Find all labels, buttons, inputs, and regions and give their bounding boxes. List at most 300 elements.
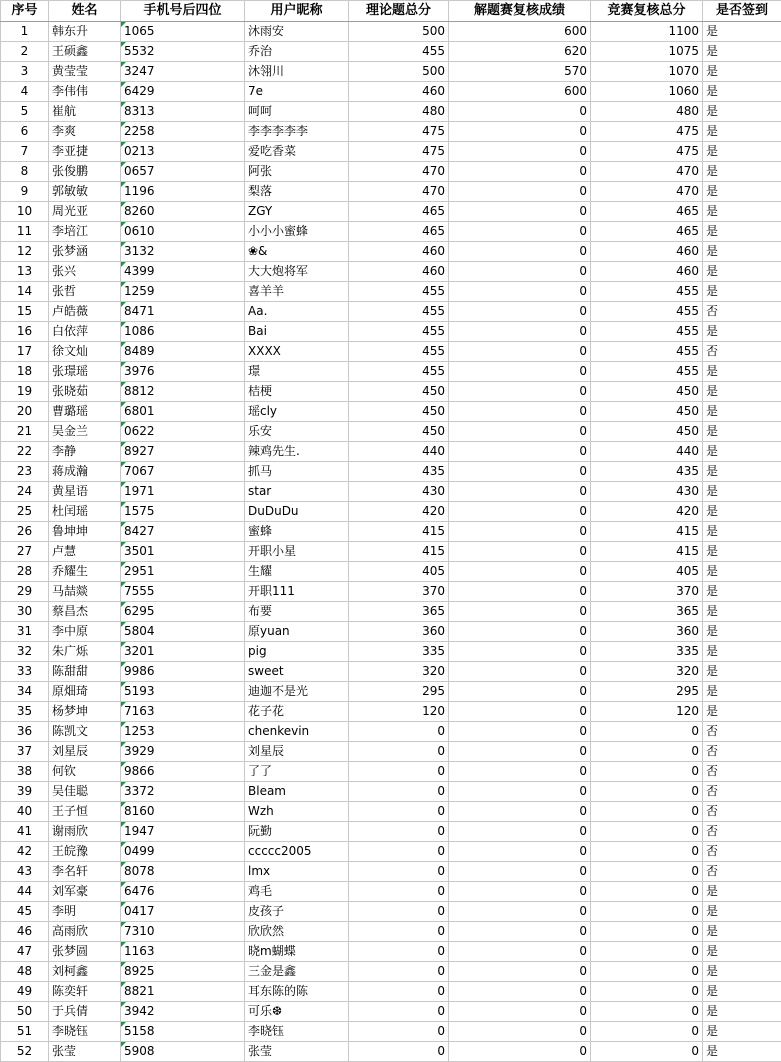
cell-theory-score[interactable]: 0 [349, 962, 449, 982]
cell-index[interactable]: 46 [1, 922, 49, 942]
cell-contest-total[interactable]: 0 [591, 1042, 703, 1062]
cell-theory-score[interactable]: 455 [349, 302, 449, 322]
cell-contest-total[interactable]: 415 [591, 542, 703, 562]
cell-phone-last4[interactable]: 8489 [121, 342, 245, 362]
cell-signed-in[interactable]: 是 [703, 102, 781, 122]
cell-solve-review-score[interactable]: 0 [449, 702, 591, 722]
cell-signed-in[interactable]: 是 [703, 562, 781, 582]
cell-theory-score[interactable]: 295 [349, 682, 449, 702]
cell-signed-in[interactable]: 是 [703, 682, 781, 702]
cell-theory-score[interactable]: 480 [349, 102, 449, 122]
cell-index[interactable]: 7 [1, 142, 49, 162]
cell-signed-in[interactable]: 否 [703, 742, 781, 762]
cell-index[interactable]: 16 [1, 322, 49, 342]
cell-nickname[interactable]: 欣欣然 [245, 922, 349, 942]
cell-nickname[interactable]: 花子花 [245, 702, 349, 722]
cell-contest-total[interactable]: 420 [591, 502, 703, 522]
cell-theory-score[interactable]: 500 [349, 62, 449, 82]
cell-theory-score[interactable]: 460 [349, 262, 449, 282]
cell-contest-total[interactable]: 120 [591, 702, 703, 722]
cell-phone-last4[interactable]: 0657 [121, 162, 245, 182]
cell-theory-score[interactable]: 470 [349, 162, 449, 182]
cell-name[interactable]: 周光亚 [49, 202, 121, 222]
cell-index[interactable]: 48 [1, 962, 49, 982]
header-name[interactable]: 姓名 [49, 1, 121, 22]
cell-signed-in[interactable]: 是 [703, 382, 781, 402]
cell-theory-score[interactable]: 405 [349, 562, 449, 582]
cell-theory-score[interactable]: 0 [349, 862, 449, 882]
cell-name[interactable]: 吴金兰 [49, 422, 121, 442]
cell-name[interactable]: 鲁坤坤 [49, 522, 121, 542]
cell-contest-total[interactable]: 450 [591, 382, 703, 402]
cell-solve-review-score[interactable]: 0 [449, 422, 591, 442]
cell-nickname[interactable]: 呵呵 [245, 102, 349, 122]
cell-name[interactable]: 谢雨欣 [49, 822, 121, 842]
cell-contest-total[interactable]: 0 [591, 902, 703, 922]
cell-phone-last4[interactable]: 1259 [121, 282, 245, 302]
cell-theory-score[interactable]: 0 [349, 902, 449, 922]
cell-phone-last4[interactable]: 5193 [121, 682, 245, 702]
cell-index[interactable]: 9 [1, 182, 49, 202]
cell-theory-score[interactable]: 455 [349, 42, 449, 62]
cell-name[interactable]: 张梦涵 [49, 242, 121, 262]
cell-phone-last4[interactable]: 3942 [121, 1002, 245, 1022]
cell-phone-last4[interactable]: 1971 [121, 482, 245, 502]
header-solve-review-score[interactable]: 解题赛复核成绩 [449, 1, 591, 22]
cell-solve-review-score[interactable]: 0 [449, 242, 591, 262]
cell-signed-in[interactable]: 是 [703, 902, 781, 922]
cell-solve-review-score[interactable]: 0 [449, 1022, 591, 1042]
cell-phone-last4[interactable]: 8078 [121, 862, 245, 882]
cell-nickname[interactable]: 生耀 [245, 562, 349, 582]
cell-solve-review-score[interactable]: 0 [449, 542, 591, 562]
cell-name[interactable]: 杜闰瑶 [49, 502, 121, 522]
cell-contest-total[interactable]: 460 [591, 262, 703, 282]
cell-phone-last4[interactable]: 2258 [121, 122, 245, 142]
cell-theory-score[interactable]: 455 [349, 322, 449, 342]
cell-index[interactable]: 31 [1, 622, 49, 642]
cell-signed-in[interactable]: 是 [703, 422, 781, 442]
cell-theory-score[interactable]: 460 [349, 242, 449, 262]
cell-theory-score[interactable]: 435 [349, 462, 449, 482]
cell-name[interactable]: 马喆燚 [49, 582, 121, 602]
cell-signed-in[interactable]: 是 [703, 282, 781, 302]
cell-name[interactable]: 于兵倩 [49, 1002, 121, 1022]
cell-index[interactable]: 15 [1, 302, 49, 322]
cell-index[interactable]: 11 [1, 222, 49, 242]
cell-theory-score[interactable]: 415 [349, 522, 449, 542]
cell-signed-in[interactable]: 是 [703, 462, 781, 482]
cell-solve-review-score[interactable]: 0 [449, 362, 591, 382]
cell-phone-last4[interactable]: 1065 [121, 22, 245, 42]
cell-phone-last4[interactable]: 7310 [121, 922, 245, 942]
cell-nickname[interactable]: 抓马 [245, 462, 349, 482]
cell-contest-total[interactable]: 465 [591, 202, 703, 222]
cell-solve-review-score[interactable]: 0 [449, 822, 591, 842]
cell-nickname[interactable]: 皮孩子 [245, 902, 349, 922]
cell-index[interactable]: 36 [1, 722, 49, 742]
cell-solve-review-score[interactable]: 0 [449, 182, 591, 202]
cell-contest-total[interactable]: 0 [591, 962, 703, 982]
cell-theory-score[interactable]: 365 [349, 602, 449, 622]
cell-theory-score[interactable]: 475 [349, 142, 449, 162]
cell-nickname[interactable]: 璟 [245, 362, 349, 382]
cell-solve-review-score[interactable]: 0 [449, 1002, 591, 1022]
cell-nickname[interactable]: 三金是鑫 [245, 962, 349, 982]
cell-index[interactable]: 43 [1, 862, 49, 882]
cell-name[interactable]: 刘柯鑫 [49, 962, 121, 982]
cell-phone-last4[interactable]: 5804 [121, 622, 245, 642]
cell-contest-total[interactable]: 0 [591, 1002, 703, 1022]
cell-phone-last4[interactable]: 9986 [121, 662, 245, 682]
cell-index[interactable]: 28 [1, 562, 49, 582]
cell-index[interactable]: 41 [1, 822, 49, 842]
cell-contest-total[interactable]: 415 [591, 522, 703, 542]
cell-signed-in[interactable]: 否 [703, 782, 781, 802]
cell-phone-last4[interactable]: 8821 [121, 982, 245, 1002]
cell-solve-review-score[interactable]: 0 [449, 922, 591, 942]
cell-solve-review-score[interactable]: 0 [449, 162, 591, 182]
cell-contest-total[interactable]: 450 [591, 422, 703, 442]
cell-contest-total[interactable]: 440 [591, 442, 703, 462]
cell-solve-review-score[interactable]: 0 [449, 402, 591, 422]
cell-contest-total[interactable]: 455 [591, 282, 703, 302]
cell-phone-last4[interactable]: 7555 [121, 582, 245, 602]
cell-theory-score[interactable]: 0 [349, 822, 449, 842]
cell-phone-last4[interactable]: 0499 [121, 842, 245, 862]
cell-contest-total[interactable]: 0 [591, 742, 703, 762]
cell-nickname[interactable]: 原yuan [245, 622, 349, 642]
cell-solve-review-score[interactable]: 0 [449, 602, 591, 622]
cell-name[interactable]: 乔耀生 [49, 562, 121, 582]
cell-name[interactable]: 李名轩 [49, 862, 121, 882]
cell-index[interactable]: 32 [1, 642, 49, 662]
cell-theory-score[interactable]: 455 [349, 282, 449, 302]
cell-contest-total[interactable]: 455 [591, 302, 703, 322]
cell-contest-total[interactable]: 0 [591, 922, 703, 942]
cell-contest-total[interactable]: 0 [591, 722, 703, 742]
cell-solve-review-score[interactable]: 0 [449, 262, 591, 282]
cell-solve-review-score[interactable]: 0 [449, 502, 591, 522]
cell-theory-score[interactable]: 460 [349, 82, 449, 102]
cell-theory-score[interactable]: 0 [349, 782, 449, 802]
cell-solve-review-score[interactable]: 600 [449, 22, 591, 42]
cell-contest-total[interactable]: 455 [591, 342, 703, 362]
cell-phone-last4[interactable]: 1163 [121, 942, 245, 962]
cell-solve-review-score[interactable]: 0 [449, 722, 591, 742]
cell-name[interactable]: 刘军豪 [49, 882, 121, 902]
cell-nickname[interactable]: 小小小蜜蜂 [245, 222, 349, 242]
cell-nickname[interactable]: 瑶cly [245, 402, 349, 422]
cell-solve-review-score[interactable]: 0 [449, 102, 591, 122]
cell-signed-in[interactable]: 是 [703, 882, 781, 902]
cell-nickname[interactable]: 迪迦不是光 [245, 682, 349, 702]
cell-index[interactable]: 23 [1, 462, 49, 482]
cell-phone-last4[interactable]: 7163 [121, 702, 245, 722]
cell-contest-total[interactable]: 1100 [591, 22, 703, 42]
cell-signed-in[interactable]: 是 [703, 942, 781, 962]
cell-index[interactable]: 6 [1, 122, 49, 142]
cell-phone-last4[interactable]: 3247 [121, 62, 245, 82]
cell-index[interactable]: 44 [1, 882, 49, 902]
cell-phone-last4[interactable]: 6801 [121, 402, 245, 422]
cell-solve-review-score[interactable]: 0 [449, 642, 591, 662]
cell-nickname[interactable]: Aa. [245, 302, 349, 322]
cell-name[interactable]: 崔航 [49, 102, 121, 122]
cell-signed-in[interactable]: 是 [703, 22, 781, 42]
cell-signed-in[interactable]: 是 [703, 482, 781, 502]
cell-solve-review-score[interactable]: 0 [449, 942, 591, 962]
cell-name[interactable]: 陈甜甜 [49, 662, 121, 682]
cell-theory-score[interactable]: 0 [349, 722, 449, 742]
cell-index[interactable]: 25 [1, 502, 49, 522]
cell-nickname[interactable]: 张莹 [245, 1042, 349, 1062]
cell-name[interactable]: 原畑琦 [49, 682, 121, 702]
cell-nickname[interactable]: 沐翎川 [245, 62, 349, 82]
cell-contest-total[interactable]: 1060 [591, 82, 703, 102]
cell-phone-last4[interactable]: 0622 [121, 422, 245, 442]
cell-theory-score[interactable]: 470 [349, 182, 449, 202]
cell-phone-last4[interactable]: 5908 [121, 1042, 245, 1062]
cell-solve-review-score[interactable]: 0 [449, 782, 591, 802]
cell-phone-last4[interactable]: 6295 [121, 602, 245, 622]
cell-signed-in[interactable]: 是 [703, 202, 781, 222]
cell-name[interactable]: 王子恒 [49, 802, 121, 822]
cell-solve-review-score[interactable]: 0 [449, 482, 591, 502]
cell-nickname[interactable]: 阿张 [245, 162, 349, 182]
cell-theory-score[interactable]: 0 [349, 942, 449, 962]
cell-nickname[interactable]: XXXX [245, 342, 349, 362]
cell-solve-review-score[interactable]: 0 [449, 842, 591, 862]
cell-nickname[interactable]: Bleam [245, 782, 349, 802]
cell-name[interactable]: 李中原 [49, 622, 121, 642]
cell-signed-in[interactable]: 是 [703, 142, 781, 162]
cell-solve-review-score[interactable]: 0 [449, 622, 591, 642]
cell-phone-last4[interactable]: 0417 [121, 902, 245, 922]
cell-name[interactable]: 杨梦坤 [49, 702, 121, 722]
cell-index[interactable]: 30 [1, 602, 49, 622]
cell-index[interactable]: 19 [1, 382, 49, 402]
cell-contest-total[interactable]: 0 [591, 822, 703, 842]
header-signed-in[interactable]: 是否签到 [703, 1, 781, 22]
cell-contest-total[interactable]: 0 [591, 942, 703, 962]
cell-solve-review-score[interactable]: 0 [449, 342, 591, 362]
cell-phone-last4[interactable]: 1253 [121, 722, 245, 742]
cell-theory-score[interactable]: 0 [349, 982, 449, 1002]
cell-contest-total[interactable]: 1070 [591, 62, 703, 82]
cell-signed-in[interactable]: 是 [703, 122, 781, 142]
cell-phone-last4[interactable]: 3201 [121, 642, 245, 662]
cell-nickname[interactable]: 蜜蜂 [245, 522, 349, 542]
cell-phone-last4[interactable]: 2951 [121, 562, 245, 582]
cell-phone-last4[interactable]: 9866 [121, 762, 245, 782]
cell-theory-score[interactable]: 0 [349, 922, 449, 942]
cell-contest-total[interactable]: 405 [591, 562, 703, 582]
cell-index[interactable]: 51 [1, 1022, 49, 1042]
cell-signed-in[interactable]: 是 [703, 702, 781, 722]
cell-index[interactable]: 8 [1, 162, 49, 182]
cell-solve-review-score[interactable]: 0 [449, 862, 591, 882]
cell-index[interactable]: 50 [1, 1002, 49, 1022]
cell-name[interactable]: 李爽 [49, 122, 121, 142]
header-phone-last4[interactable]: 手机号后四位 [121, 1, 245, 22]
cell-theory-score[interactable]: 455 [349, 342, 449, 362]
cell-solve-review-score[interactable]: 0 [449, 882, 591, 902]
cell-name[interactable]: 李明 [49, 902, 121, 922]
cell-signed-in[interactable]: 否 [703, 302, 781, 322]
cell-contest-total[interactable]: 0 [591, 842, 703, 862]
cell-index[interactable]: 14 [1, 282, 49, 302]
cell-phone-last4[interactable]: 4399 [121, 262, 245, 282]
cell-phone-last4[interactable]: 1575 [121, 502, 245, 522]
cell-contest-total[interactable]: 480 [591, 102, 703, 122]
cell-nickname[interactable]: chenkevin [245, 722, 349, 742]
cell-index[interactable]: 12 [1, 242, 49, 262]
cell-theory-score[interactable]: 420 [349, 502, 449, 522]
cell-signed-in[interactable]: 是 [703, 582, 781, 602]
cell-name[interactable]: 吴佳聪 [49, 782, 121, 802]
cell-phone-last4[interactable]: 3976 [121, 362, 245, 382]
cell-signed-in[interactable]: 是 [703, 502, 781, 522]
cell-contest-total[interactable]: 335 [591, 642, 703, 662]
cell-signed-in[interactable]: 否 [703, 862, 781, 882]
cell-index[interactable]: 18 [1, 362, 49, 382]
cell-nickname[interactable]: 大大炮将军 [245, 262, 349, 282]
cell-solve-review-score[interactable]: 0 [449, 522, 591, 542]
cell-name[interactable]: 李培江 [49, 222, 121, 242]
cell-theory-score[interactable]: 360 [349, 622, 449, 642]
cell-theory-score[interactable]: 450 [349, 382, 449, 402]
cell-nickname[interactable]: 布要 [245, 602, 349, 622]
cell-name[interactable]: 徐文灿 [49, 342, 121, 362]
cell-theory-score[interactable]: 0 [349, 802, 449, 822]
cell-nickname[interactable]: 鸡毛 [245, 882, 349, 902]
cell-theory-score[interactable]: 0 [349, 1002, 449, 1022]
cell-solve-review-score[interactable]: 0 [449, 762, 591, 782]
cell-theory-score[interactable]: 370 [349, 582, 449, 602]
cell-signed-in[interactable]: 是 [703, 622, 781, 642]
cell-phone-last4[interactable]: 8927 [121, 442, 245, 462]
cell-name[interactable]: 蒋成瀚 [49, 462, 121, 482]
cell-contest-total[interactable]: 0 [591, 782, 703, 802]
cell-name[interactable]: 卢慧 [49, 542, 121, 562]
cell-signed-in[interactable]: 是 [703, 1002, 781, 1022]
cell-index[interactable]: 33 [1, 662, 49, 682]
cell-nickname[interactable]: sweet [245, 662, 349, 682]
cell-solve-review-score[interactable]: 0 [449, 222, 591, 242]
cell-nickname[interactable]: Bai [245, 322, 349, 342]
cell-name[interactable]: 刘星辰 [49, 742, 121, 762]
cell-contest-total[interactable]: 450 [591, 402, 703, 422]
cell-index[interactable]: 29 [1, 582, 49, 602]
cell-phone-last4[interactable]: 6476 [121, 882, 245, 902]
cell-contest-total[interactable]: 0 [591, 1022, 703, 1042]
cell-solve-review-score[interactable]: 0 [449, 902, 591, 922]
cell-phone-last4[interactable]: 3372 [121, 782, 245, 802]
cell-index[interactable]: 20 [1, 402, 49, 422]
cell-signed-in[interactable]: 是 [703, 442, 781, 462]
cell-nickname[interactable]: 开职111 [245, 582, 349, 602]
cell-nickname[interactable]: 了了 [245, 762, 349, 782]
cell-nickname[interactable]: DuDuDu [245, 502, 349, 522]
cell-solve-review-score[interactable]: 0 [449, 682, 591, 702]
cell-solve-review-score[interactable]: 0 [449, 282, 591, 302]
cell-index[interactable]: 34 [1, 682, 49, 702]
cell-nickname[interactable]: 开职小星 [245, 542, 349, 562]
cell-index[interactable]: 13 [1, 262, 49, 282]
cell-phone-last4[interactable]: 8313 [121, 102, 245, 122]
cell-signed-in[interactable]: 是 [703, 642, 781, 662]
cell-contest-total[interactable]: 0 [591, 762, 703, 782]
cell-contest-total[interactable]: 470 [591, 182, 703, 202]
cell-solve-review-score[interactable]: 620 [449, 42, 591, 62]
cell-nickname[interactable]: 桔梗 [245, 382, 349, 402]
cell-signed-in[interactable]: 是 [703, 82, 781, 102]
cell-solve-review-score[interactable]: 570 [449, 62, 591, 82]
cell-nickname[interactable]: 耳东陈的陈 [245, 982, 349, 1002]
cell-index[interactable]: 2 [1, 42, 49, 62]
cell-nickname[interactable]: 乐安 [245, 422, 349, 442]
cell-nickname[interactable]: 7e [245, 82, 349, 102]
cell-theory-score[interactable]: 475 [349, 122, 449, 142]
cell-name[interactable]: 高雨欣 [49, 922, 121, 942]
cell-contest-total[interactable]: 455 [591, 362, 703, 382]
cell-solve-review-score[interactable]: 600 [449, 82, 591, 102]
cell-solve-review-score[interactable]: 0 [449, 562, 591, 582]
cell-signed-in[interactable]: 是 [703, 542, 781, 562]
cell-contest-total[interactable]: 455 [591, 322, 703, 342]
cell-signed-in[interactable]: 是 [703, 362, 781, 382]
cell-solve-review-score[interactable]: 0 [449, 662, 591, 682]
cell-nickname[interactable]: 梨落 [245, 182, 349, 202]
cell-nickname[interactable]: 沐雨安 [245, 22, 349, 42]
cell-name[interactable]: 曹璐瑶 [49, 402, 121, 422]
cell-signed-in[interactable]: 是 [703, 662, 781, 682]
cell-index[interactable]: 39 [1, 782, 49, 802]
cell-solve-review-score[interactable]: 0 [449, 122, 591, 142]
cell-phone-last4[interactable]: 8925 [121, 962, 245, 982]
cell-theory-score[interactable]: 450 [349, 402, 449, 422]
cell-nickname[interactable]: ccccc2005 [245, 842, 349, 862]
cell-index[interactable]: 22 [1, 442, 49, 462]
cell-name[interactable]: 王皖豫 [49, 842, 121, 862]
cell-solve-review-score[interactable]: 0 [449, 202, 591, 222]
cell-name[interactable]: 张俊鹏 [49, 162, 121, 182]
cell-nickname[interactable]: 乔治 [245, 42, 349, 62]
cell-name[interactable]: 何钦 [49, 762, 121, 782]
cell-signed-in[interactable]: 否 [703, 762, 781, 782]
cell-signed-in[interactable]: 是 [703, 962, 781, 982]
cell-signed-in[interactable]: 是 [703, 62, 781, 82]
cell-theory-score[interactable]: 0 [349, 1022, 449, 1042]
cell-name[interactable]: 韩东升 [49, 22, 121, 42]
cell-solve-review-score[interactable]: 0 [449, 302, 591, 322]
cell-nickname[interactable]: 爱吃香菜 [245, 142, 349, 162]
cell-signed-in[interactable]: 是 [703, 402, 781, 422]
cell-contest-total[interactable]: 460 [591, 242, 703, 262]
cell-theory-score[interactable]: 450 [349, 422, 449, 442]
cell-nickname[interactable]: ZGY [245, 202, 349, 222]
cell-solve-review-score[interactable]: 0 [449, 142, 591, 162]
cell-theory-score[interactable]: 0 [349, 842, 449, 862]
cell-contest-total[interactable]: 0 [591, 802, 703, 822]
cell-solve-review-score[interactable]: 0 [449, 742, 591, 762]
cell-signed-in[interactable]: 否 [703, 822, 781, 842]
cell-solve-review-score[interactable]: 0 [449, 1042, 591, 1062]
cell-name[interactable]: 卢皓薇 [49, 302, 121, 322]
cell-phone-last4[interactable]: 5158 [121, 1022, 245, 1042]
cell-contest-total[interactable]: 365 [591, 602, 703, 622]
